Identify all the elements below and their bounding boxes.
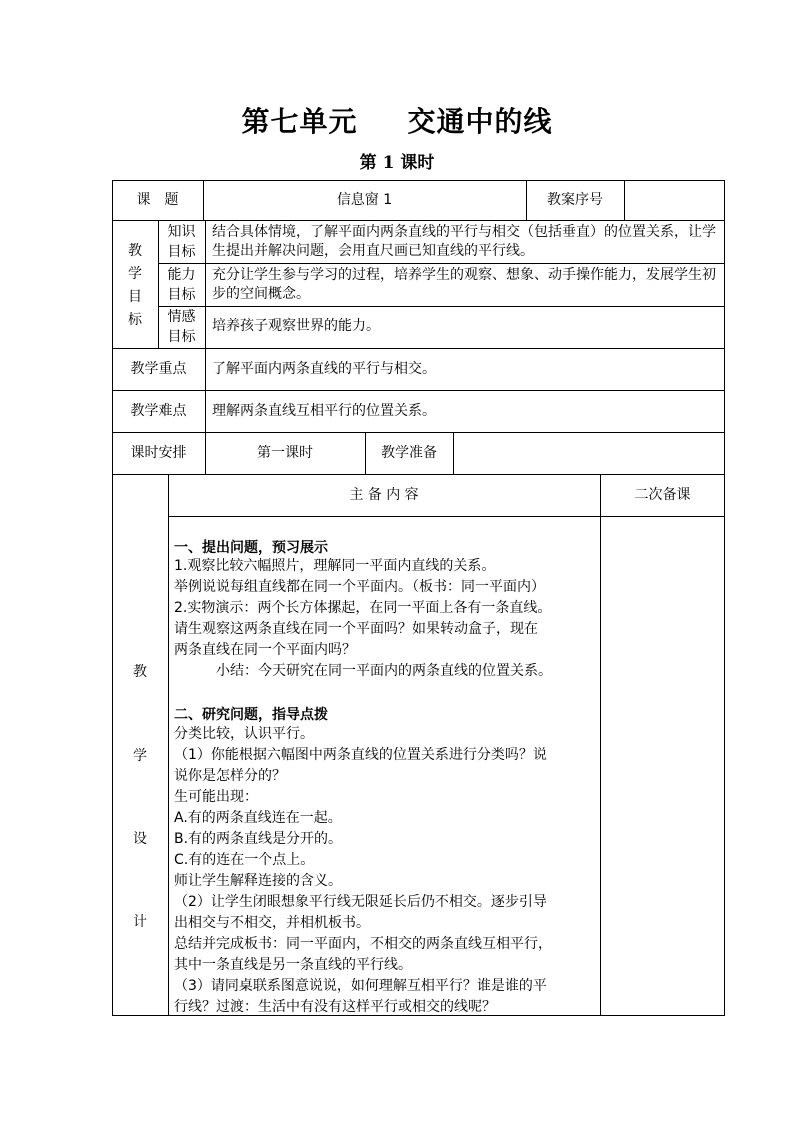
s1-summary: 小结：今天研究在同一平面内的两条直线的位置关系。 — [216, 663, 552, 679]
s1-line-3: 2.实物演示：两个长方体摞起，在同一平面上各有一条直线。 — [174, 600, 552, 616]
s2-line-5: A.有的两条直线连在一起。 — [174, 810, 342, 826]
s1-line-4: 请生观察这两条直线在同一个平面吗？如果转动盒子，现在 — [174, 621, 538, 637]
design-side-label-3: 设 — [133, 831, 147, 847]
key-point-label: 教学重点 — [130, 361, 187, 377]
difficulty-text: 理解两条直线互相平行的位置关系。 — [212, 403, 436, 419]
unit-topic: 交通中的线 — [407, 105, 553, 138]
plan-number-label: 教案序号 — [547, 192, 603, 208]
goal-knowledge-text: 结合具体情境，了解平面内两条直线的平行与相交（包括垂直）的位置关系，让学生提出并解决问题，会用直尺画已知直线的平行线。 — [212, 224, 716, 259]
s2-line-6: B.有的两条直线是分开的。 — [174, 831, 343, 847]
unit-number: 第七单元 — [241, 105, 358, 138]
s2-line-11: 总结并完成板书：同一平面内，不相交的两条直线互相平行， — [174, 936, 552, 952]
s2-line-2: （1）你能根据六幅图中两条直线的位置关系进行分类吗？说 — [174, 747, 547, 763]
s1-line-1: 1.观察比较六幅照片，理解同一平面内直线的关系。 — [174, 558, 496, 574]
s2-line-3: 说你是怎样分的？ — [174, 768, 286, 784]
design-side-label-4: 计 — [133, 914, 147, 930]
difficulty-label: 教学难点 — [130, 403, 187, 419]
design-side-label-1: 教 — [133, 664, 147, 680]
s2-line-9: （2）让学生闭眼想象平行线无限延长后仍不相交。逐步引导 — [174, 894, 547, 910]
s2-line-14: 行线？过渡：生活中有没有这样平行或相交的线呢？ — [174, 999, 496, 1015]
section-2-title: 二、研究问题，指导点拨 — [174, 707, 328, 723]
s2-line-12: 其中一条直线是另一条直线的平行线。 — [174, 957, 412, 973]
s2-line-1: 分类比较，认识平行。 — [174, 726, 314, 742]
unit-title — [0, 100, 794, 140]
s2-line-4: 生可能出现： — [174, 789, 258, 805]
goal-ability-text: 充分让学生参与学习的过程，培养学生的观察、想象、动手操作能力，发展学生初步的空间概念。 — [212, 267, 716, 302]
preparation-value — [453, 432, 725, 474]
design-side-label-2: 学 — [133, 748, 147, 764]
s1-line-5: 两条直线在同一个平面内吗？ — [174, 642, 356, 658]
plan-number-value — [624, 180, 725, 220]
section-1-title: 一、提出问题，预习展示 — [174, 540, 328, 556]
goal-emotion-text: 培养孩子观察世界的能力。 — [212, 318, 380, 334]
second-prep-header: 二次备课 — [634, 487, 691, 503]
key-point-text: 了解平面内两条直线的平行与相交。 — [212, 361, 436, 377]
goals-side-label: 教 学 目 标 — [128, 243, 142, 328]
s2-line-8: 师让学生解释连接的含义。 — [174, 873, 342, 889]
goal-emotion-label: 情感 目标 — [167, 309, 196, 345]
s2-line-10: 出相交与不相交，并相机板书。 — [174, 915, 370, 931]
goal-ability-label: 能力 目标 — [167, 267, 196, 303]
schedule-value: 第一课时 — [257, 445, 313, 461]
s2-line-13: （3）请同桌联系图意说说，如何理解互相平行？谁是谁的平 — [174, 978, 547, 994]
preparation-label: 教学准备 — [381, 445, 437, 461]
schedule-label: 课时安排 — [130, 445, 187, 461]
s1-line-2: 举例说说每组直线都在同一个平面内。（板书：同一平面内） — [174, 579, 545, 595]
s2-line-7: C.有的连在一个点上。 — [174, 852, 315, 868]
topic-value: 信息窗 1 — [336, 192, 393, 208]
topic-label: 课 题 — [136, 192, 179, 208]
goal-knowledge-label: 知识 目标 — [167, 224, 196, 260]
lesson-subtitle: 第 1 课时 — [359, 153, 435, 173]
main-content-header: 主 备 内 容 — [349, 487, 419, 503]
